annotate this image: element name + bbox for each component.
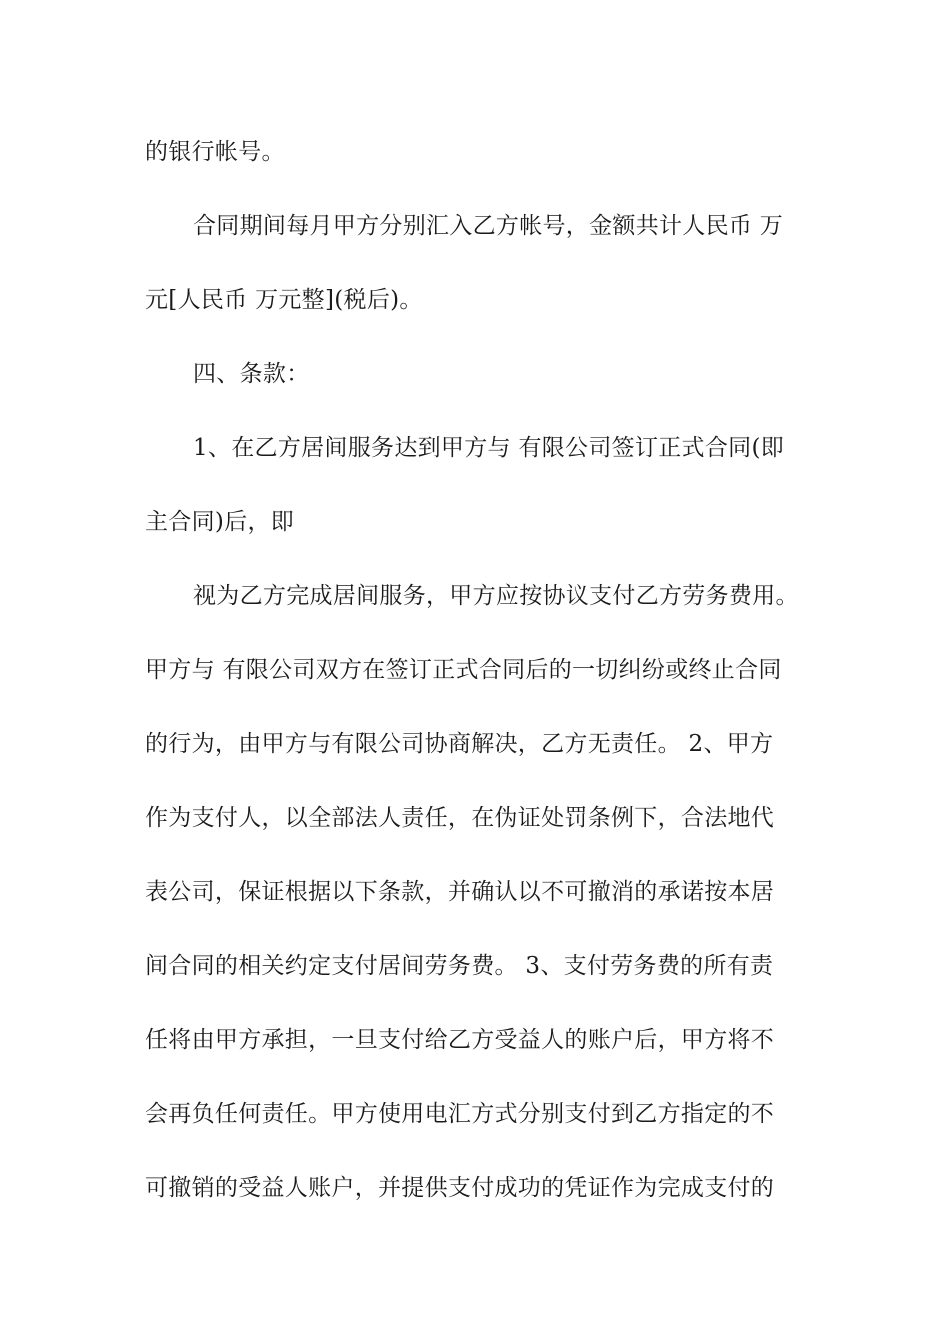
text-line: 元[人民币 万元整](税后)。 <box>145 287 423 313</box>
text-line: 的行为，由甲方与有限公司协商解决，乙方无责任。 2、甲方 <box>145 731 774 757</box>
text-line: 的银行帐号。 <box>145 139 285 165</box>
text-line: 主合同)后，即 <box>145 509 295 535</box>
text-line: 会再负任何责任。甲方使用电汇方式分别支付到乙方指定的不 <box>145 1101 775 1127</box>
text-line: 可撤销的受益人账户，并提供支付成功的凭证作为完成支付的 <box>145 1175 775 1201</box>
text-line: 间合同的相关约定支付居间劳务费。 3、支付劳务费的所有责 <box>145 953 774 979</box>
section-heading: 四、条款： <box>193 361 310 387</box>
paragraph-line: 合同期间每月甲方分别汇入乙方帐号，金额共计人民币 万 <box>193 213 784 239</box>
text-line: 任将由甲方承担，一旦支付给乙方受益人的账户后，甲方将不 <box>145 1027 775 1053</box>
text-line: 甲方与 有限公司双方在签订正式合同后的一切纠纷或终止合同 <box>145 657 782 683</box>
paragraph-line: 视为乙方完成居间服务，甲方应按协议支付乙方劳务费用。 <box>193 583 799 609</box>
text-line: 表公司，保证根据以下条款，并确认以不可撤消的承诺按本居 <box>145 879 775 905</box>
text-line: 作为支付人，以全部法人责任，在伪证处罚条例下，合法地代 <box>145 805 775 831</box>
paragraph-line: 1、在乙方居间服务达到甲方与 有限公司签订正式合同(即 <box>193 435 785 461</box>
